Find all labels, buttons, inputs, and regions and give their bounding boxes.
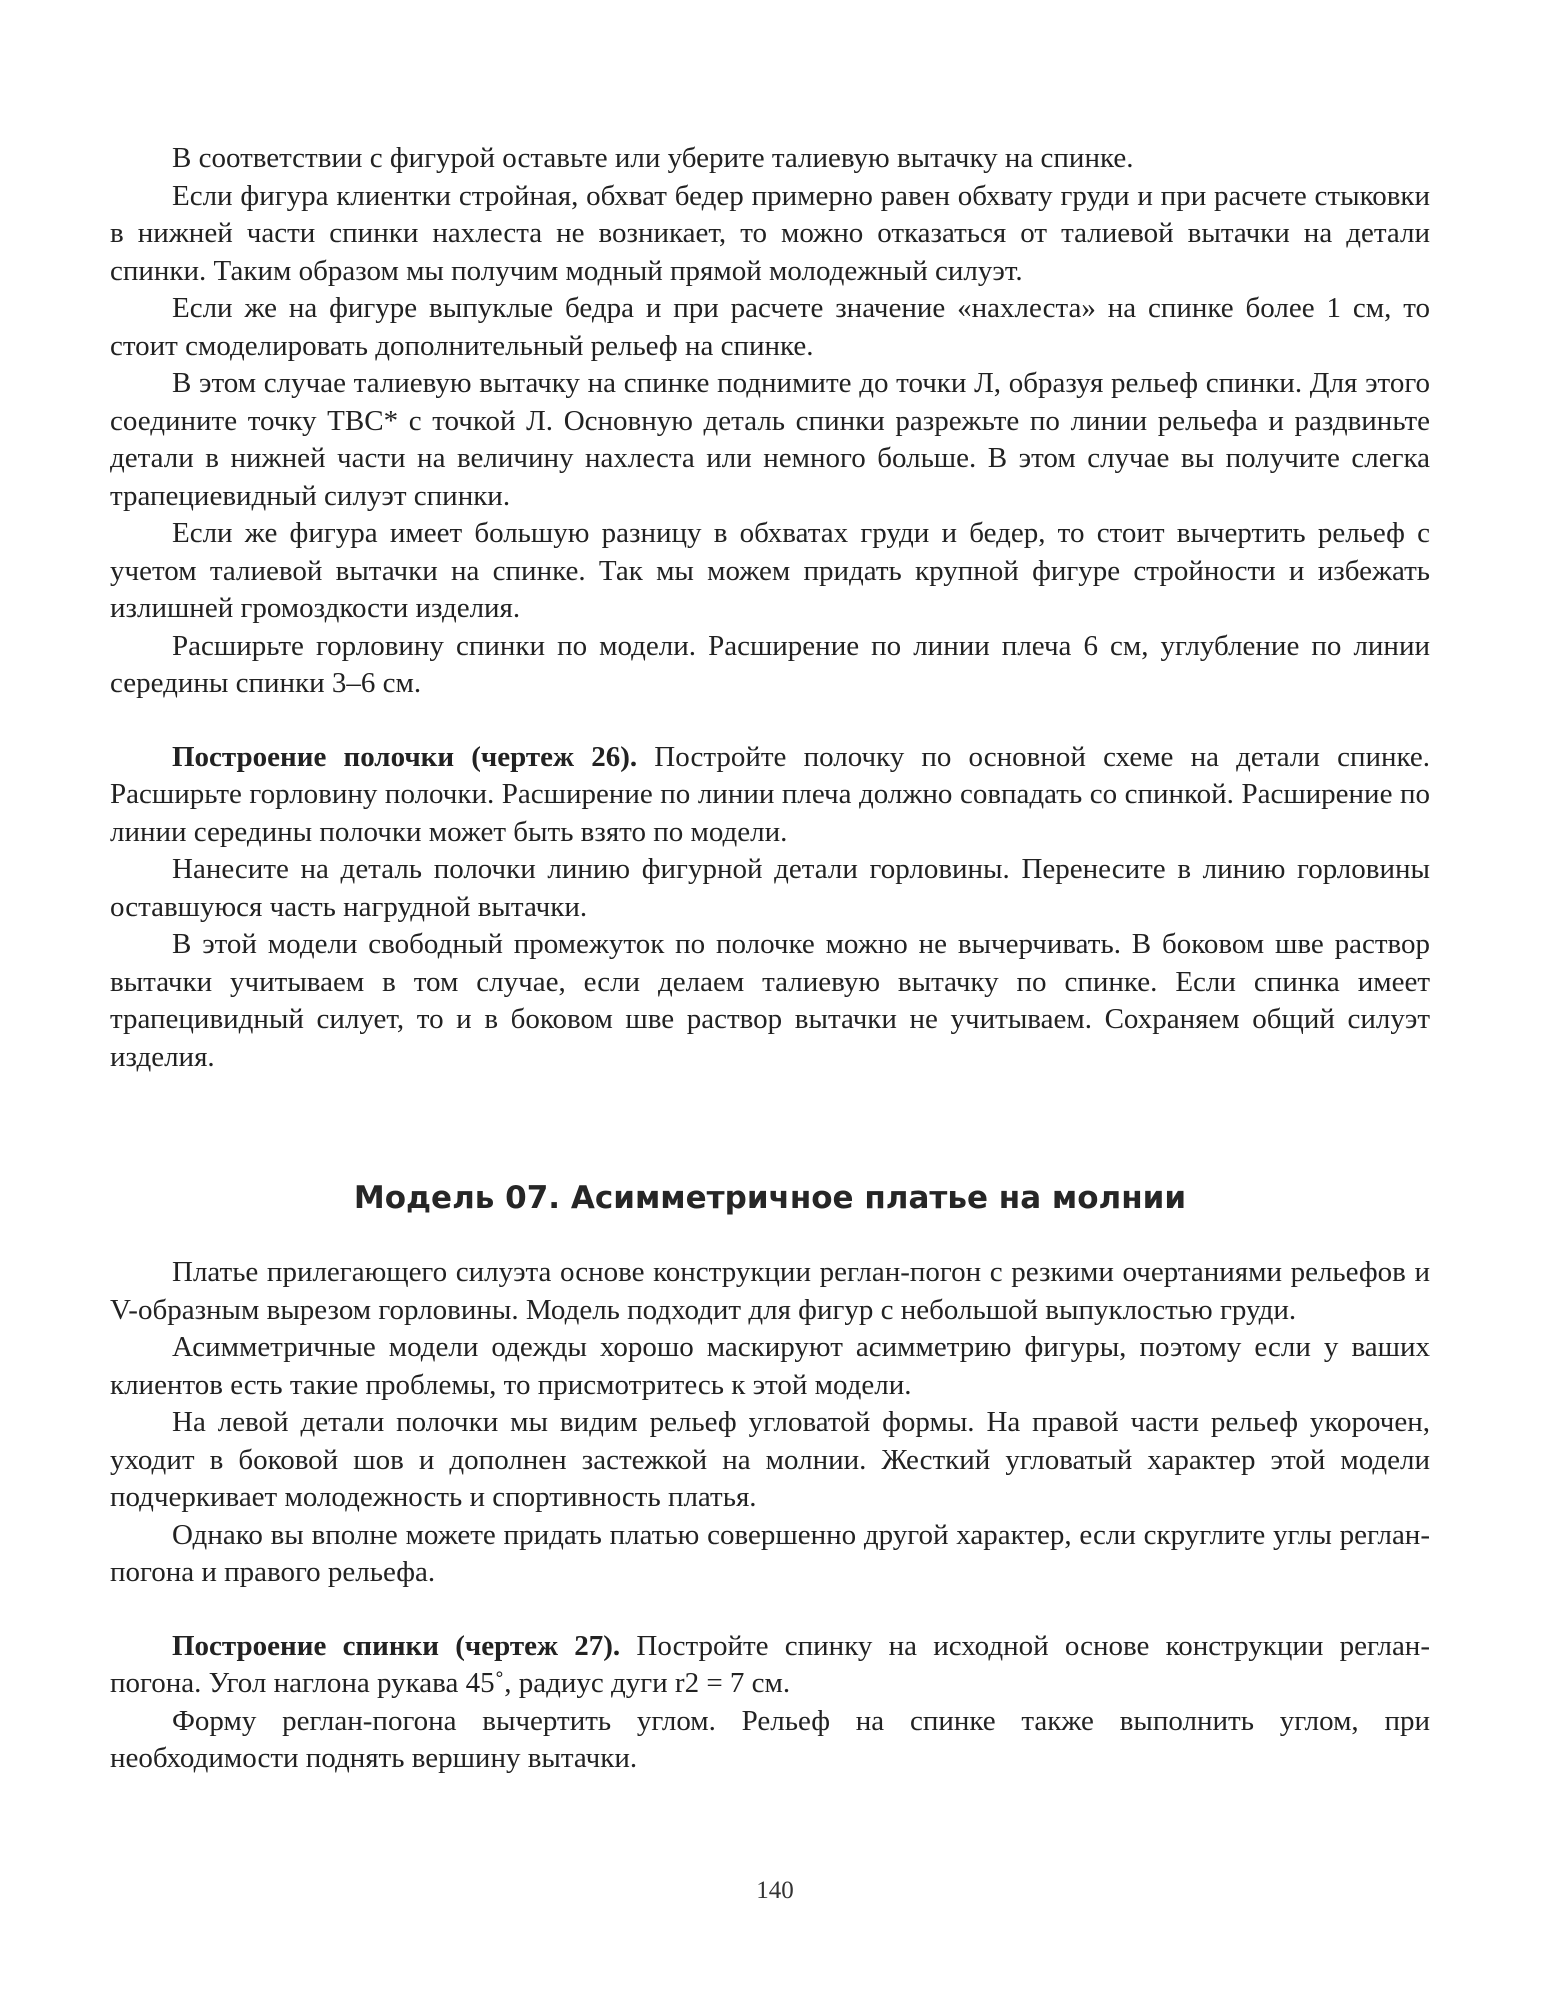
paragraph-gap — [110, 1592, 1430, 1628]
section-text-top — [110, 140, 1430, 1076]
paragraph-text: Постройте спинку на исходной основе конструкции реглан-погона. Угол наглона рукава 45˚, радиус дуги r2 = 7 см. — [110, 1629, 1430, 1699]
paragraph: Однако вы вполне можете придать платью совершенно другой характер, если скруглите углы реглан-погона и правого рельефа. — [110, 1518, 1430, 1588]
section-text-bottom — [110, 1254, 1430, 1778]
paragraph: В этой модели свободный промежуток по полочке можно не вычерчивать. В боковом шве раствор вытачки учитываем в том случае, если делаем талиевую вытачку по спинке. Если спинка имеет трапецивидный силует, то и в боковом шве раствор вытачки не учитываем. Сохраняем общий силуэт изделия. — [110, 928, 1430, 1073]
paragraph-back-construction — [110, 1628, 1430, 1703]
section-heading: Модель 07. Асимметричное платье на молнии — [353, 1180, 1187, 1216]
paragraph: Платье прилегающего силуэта основе конструкции реглан-погон с резкими очертаниями рельефов и V-образным вырезом горловины. Модель подходит для фигур с небольшой выпуклостью груди. — [110, 1256, 1430, 1326]
paragraph-gap — [110, 703, 1430, 739]
paragraph: Расширьте горловину спинки по модели. Расширение по линии плеча 6 см, углубление по линии середины спинки 3–6 см. — [110, 629, 1430, 699]
paragraph: В этом случае талиевую вытачку на спинке поднимите до точки Л, образуя рельеф спинки. Для этого соедините точку ТВС* с точкой Л. Основную деталь спинки разрежьте по линии рельефа и раздвиньте детали в нижней части на величину нахлеста или немного больше. В этом случае вы получите слегка трапециевидный силуэт спинки. — [110, 367, 1430, 512]
subheading-bold: Построение полочки (чертеж 26). — [172, 740, 638, 773]
paragraph: На левой детали полочки мы видим рельеф угловатой формы. На правой части рельеф укорочен, уходит в боковой шов и дополнен застежкой на молнии. Жесткий угловатый характер этой модели подчеркивает молодежность и спортивность платья. — [110, 1406, 1430, 1513]
paragraph-text: Постройте полочку по основной схеме на детали спинке. Расширьте горловину полочки. Расширение по линии плеча должно совпадать со спинкой. Расширение по линии середины полочки может быть взято по модели. — [110, 740, 1431, 848]
paragraph: Асимметричные модели одежды хорошо маскируют асимметрию фигуры, поэтому если у ваших клиентов есть такие проблемы, то присмотритесь к этой модели. — [110, 1331, 1430, 1401]
subheading-bold: Построение спинки (чертеж 27). — [172, 1629, 621, 1662]
paragraph-front-construction — [110, 739, 1430, 852]
paragraph: Форму реглан-погона вычертить углом. Рельеф на спинке также выполнить углом, при необходимости поднять вершину вытачки. — [110, 1704, 1430, 1774]
paragraph: В соответствии с фигурой оставьте или уберите талиевую вытачку на спинке. — [172, 142, 1134, 174]
paragraph: Если же на фигуре выпуклые бедра и при расчете значение «нахлеста» на спинке более 1 см, то стоит смоделировать дополнительный рельеф на спинке. — [110, 292, 1430, 362]
paragraph: Нанесите на деталь полочки линию фигурной детали горловины. Перенесите в линию горловины оставшуюся часть нагрудной вытачки. — [110, 853, 1430, 923]
paragraph: Если фигура клиентки стройная, обхват бедер примерно равен обхвату груди и при расчете стыковки в нижней части спинки нахлеста не возникает, то можно отказаться от талиевой вытачки на детали спинки. Таким образом мы получим модный прямой молодежный силуэт. — [110, 179, 1430, 287]
page-number: 140 — [756, 1877, 794, 1904]
paragraph: Если же фигура имеет большую разницу в обхватах груди и бедер, то стоит вычертить рельеф с учетом талиевой вытачки на спинке. Так мы можем придать крупной фигуре стройности и избежать излишней громоздкости изделия. — [110, 517, 1430, 624]
